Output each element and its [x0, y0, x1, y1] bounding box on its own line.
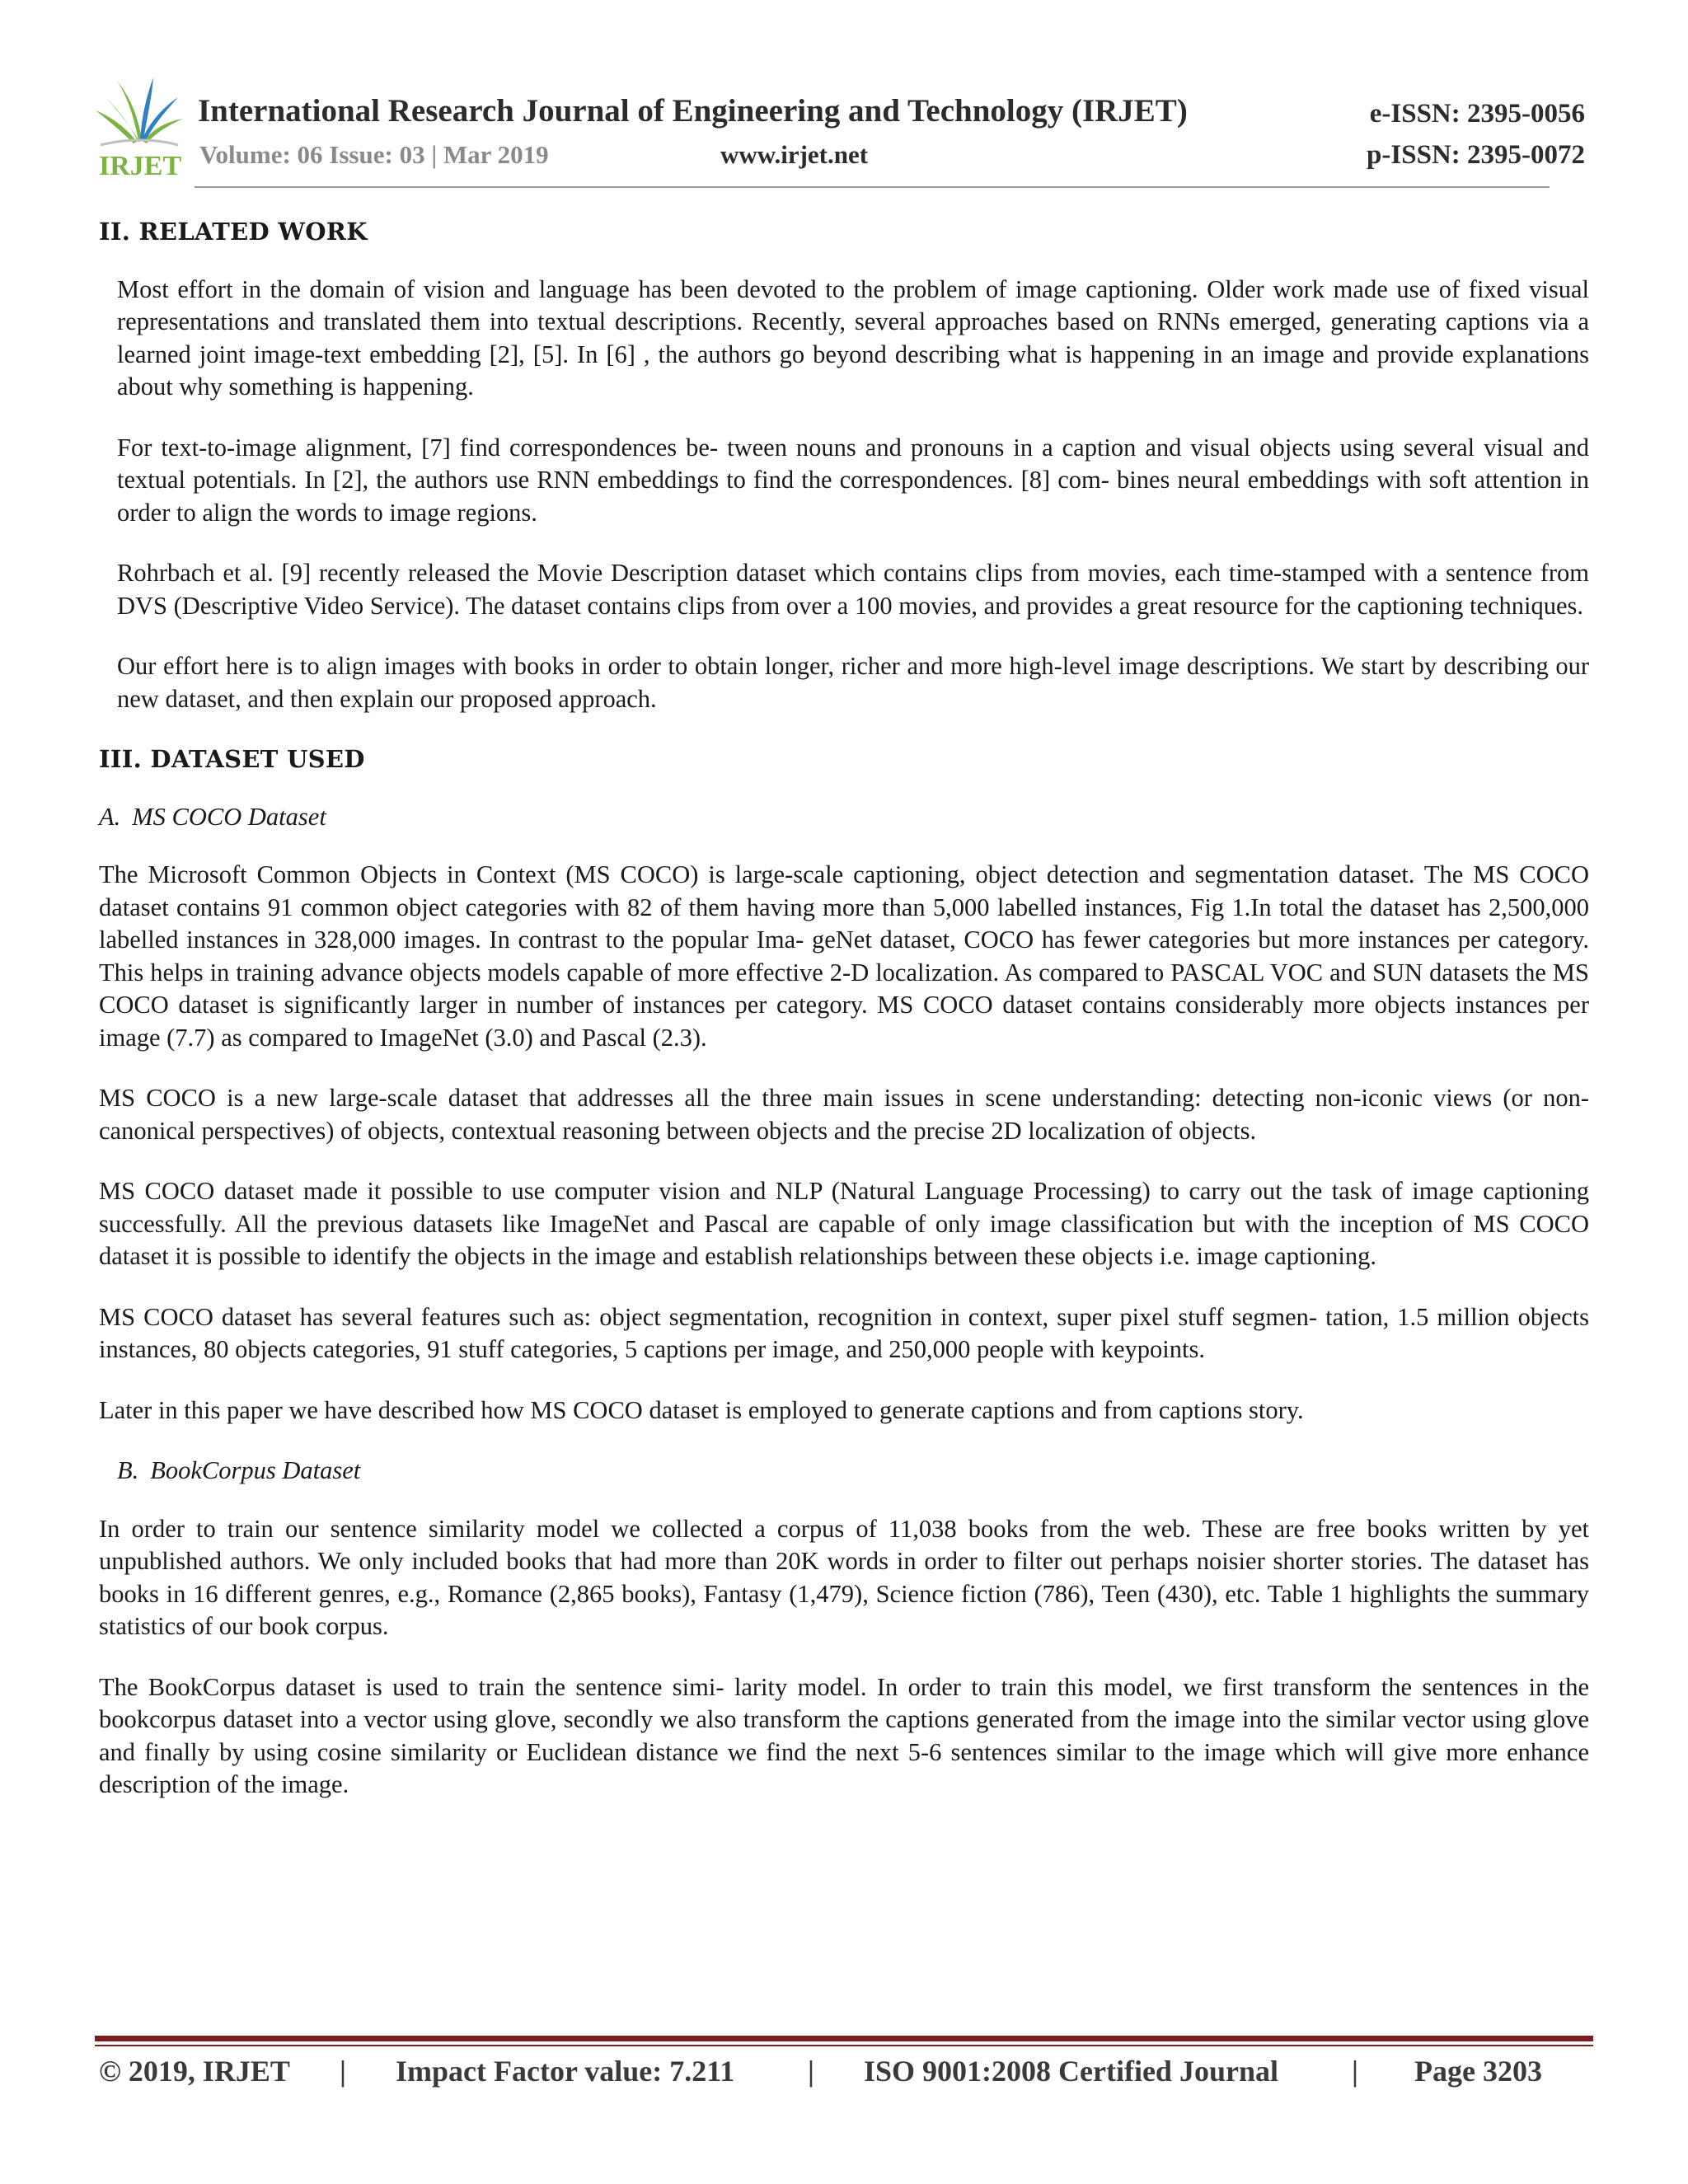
journal-header — [0, 0, 1688, 198]
paragraph: Most effort in the domain of vision and language has been devoted to the problem of image captioning. Older work made use of fixed visual representations and translated them into textual descriptions. Recently, several approaches based on RNNs emerged, generating captions via a learned joint image-text embedding [2], [5]. In [6] , the authors go beyond describing what is happening in an image and provide explanations about why something is happening. — [117, 274, 1589, 401]
e-issn: e-ISSN: 2395-0056 — [1369, 99, 1585, 129]
paragraph: In order to train our sentence similarity model we collected a corpus of 11,038 books from the web. These are free books written by yet unpublished authors. We only included books that had more than 20K words in order to filter out perhaps noisier shorter stories. The dataset has books in 16 different genres, e.g., Romance (2,865 books), Fantasy (1,479), Science fiction (786), Teen (430), etc. Table 1 highlights the summary statistics of our book corpus. — [99, 1514, 1589, 1640]
paragraph: MS COCO dataset has several features such as: object segmentation, recognition in context, super pixel stuff segmen- tation, 1.5 million objects instances, 80 objects categories, 91 stuff categories, 5 captions per image, and 250,000 people with keypoints. — [99, 1302, 1589, 1363]
footer-divider-thick — [95, 2036, 1593, 2041]
journal-issue: Volume: 06 Issue: 03 | Mar 2019 — [199, 140, 549, 169]
page-footer — [99, 2054, 1550, 2095]
subsection-heading-ms-coco — [99, 801, 1589, 834]
section-heading-dataset-used: III. DATASET USED — [99, 745, 365, 773]
paragraph: The Microsoft Common Objects in Context (MS COCO) is large-scale captioning, object detection and segmentation dataset. The MS COCO dataset contains 91 common object categories with 82 of them having more than 5,000 labelled instances, Fig 1.In total the dataset has 2,500,000 labelled instances in 328,000 images. In contrast to the popular Ima- geNet dataset, COCO has fewer categories but more instances per category. This helps in training advance objects models capable of more effective 2-D localization. As compared to PASCAL VOC and SUN datasets the MS COCO dataset is significantly larger in number of instances per category. MS COCO dataset contains considerably more objects instances per image (7.7) as compared to ImageNet (3.0) and Pascal (2.3). — [99, 860, 1589, 1052]
section-heading-related-work: II. RELATED WORK — [99, 218, 368, 246]
paragraph: Our effort here is to align images with books in order to obtain longer, richer and more high-level image descriptions. We start by describing our new dataset, and then explain our proposed approach. — [117, 652, 1589, 713]
paragraph: MS COCO dataset made it possible to use computer vision and NLP (Natural Language Processing) to carry out the task of image captioning successfully. All the previous datasets like ImageNet and Pascal are capable of only image classification but with the inception of MS COCO dataset it is possible to identify the objects in the image and establish relationships between these objects i.e. image captioning. — [99, 1177, 1589, 1270]
footer-separator: | — [1352, 2055, 1358, 2088]
footer-copyright: © 2019, IRJET — [99, 2055, 290, 2088]
header-divider — [195, 186, 1550, 188]
subsection-title: BookCorpus Dataset — [150, 1456, 361, 1484]
footer-impact-factor: Impact Factor value: 7.211 — [396, 2055, 735, 2088]
footer-iso-certification: ISO 9001:2008 Certified Journal — [864, 2055, 1278, 2088]
paragraph: MS COCO is a new large-scale dataset that addresses all the three main issues in scene understanding: detecting non-iconic views (or non-canonical perspectives) of objects, contextual reasoning between objects and the precise 2D localization of objects. — [99, 1084, 1589, 1145]
journal-website[interactable]: www.irjet.net — [720, 140, 869, 169]
subsection-label: B. — [117, 1456, 139, 1484]
footer-page-number: Page 3203 — [1414, 2055, 1542, 2088]
irjet-logo — [92, 76, 185, 179]
paragraph: Rohrbach et al. [9] recently released the Movie Description dataset which contains clips from movies, each time-stamped with a sentence from DVS (Descriptive Video Service). The dataset contains clips from over a 100 movies, and provides a great resource for the captioning techniques. — [117, 559, 1589, 620]
subsection-title: MS COCO Dataset — [132, 802, 326, 831]
footer-divider-thin — [95, 2045, 1593, 2046]
logo-wordmark: IRJET — [99, 151, 182, 179]
article-body — [99, 216, 1589, 1830]
journal-title: International Research Journal of Engineering and Technology (IRJET) — [198, 93, 1188, 129]
footer-separator: | — [340, 2055, 346, 2088]
paragraph: Later in this paper we have described how MS COCO dataset is employed to generate captions and from captions story. — [99, 1395, 1304, 1424]
p-issn: p-ISSN: 2395-0072 — [1367, 140, 1585, 170]
paragraph: For text-to-image alignment, [7] find correspondences be- tween nouns and pronouns in a caption and visual objects using several visual and textual potentials. In [2], the authors use RNN embeddings to find the correspondences. [8] com- bines neural embeddings with soft attention in order to align the words to image regions. — [117, 433, 1589, 527]
paragraph: The BookCorpus dataset is used to train the sentence simi- larity model. In order to train this model, we first transform the sentences in the bookcorpus dataset into a vector using glove, secondly we also transform the captions generated from the image into the similar vector using glove and finally by using cosine similarity or Euclidean distance we find the next 5-6 sentences similar to the image which will give more enhance description of the image. — [99, 1672, 1589, 1798]
footer-separator: | — [808, 2055, 814, 2088]
subsection-heading-bookcorpus — [99, 1455, 1589, 1488]
subsection-label: A. — [99, 802, 121, 831]
